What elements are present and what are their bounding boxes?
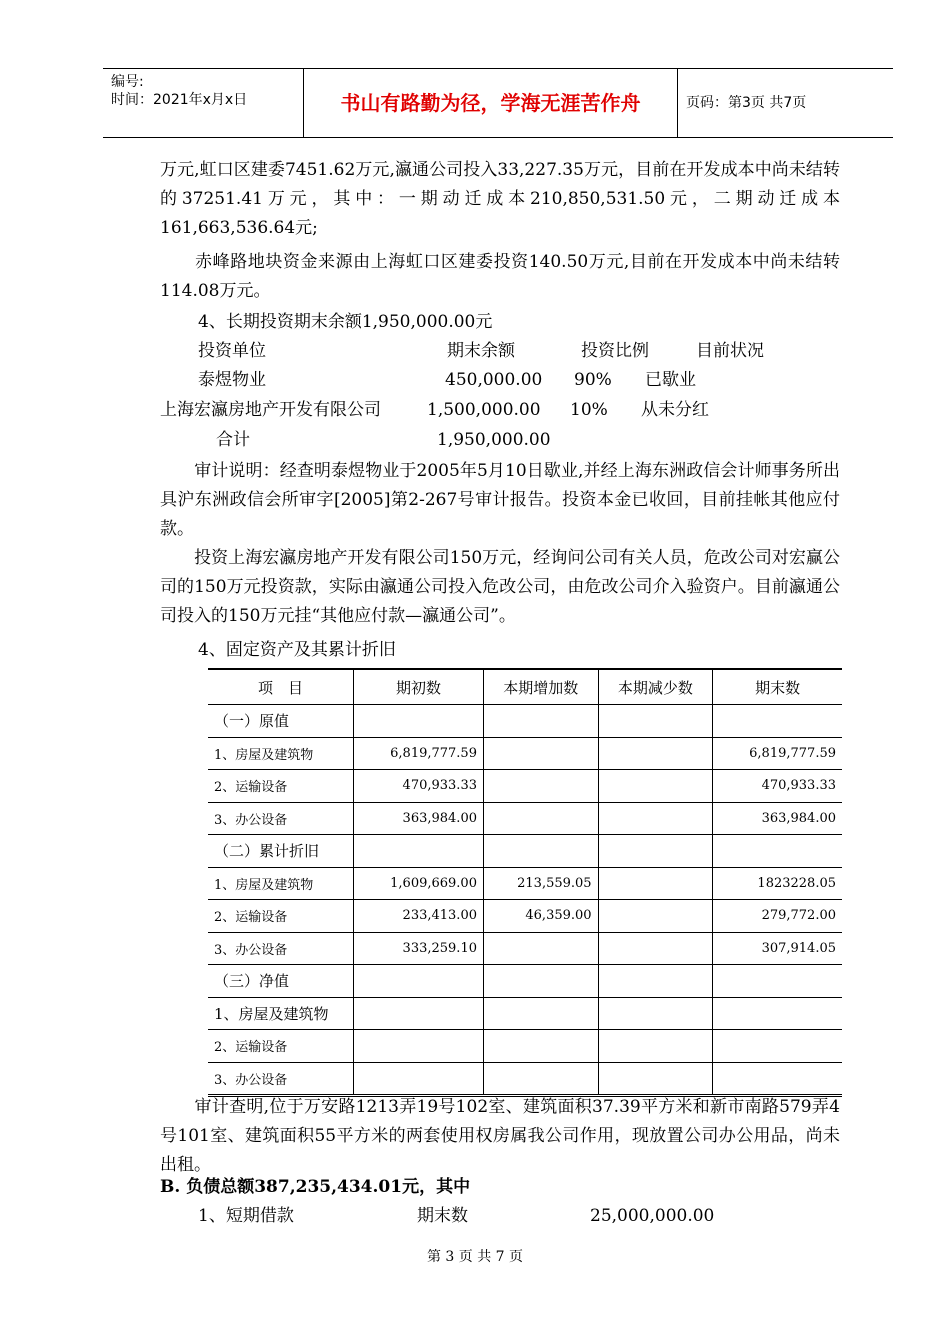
audit-fixed-assets-paragraph: 审计查明,位于万安路1213弄19号102室、建筑面积37.39平方米和新市南路579弄4号101室、建筑面积55平方米的两套使用权房属我公司作用，现放置公司办公用品，尚未出租。 — [160, 1097, 840, 1175]
cell-increase — [483, 1030, 598, 1063]
fixed-assets-table — [208, 668, 842, 1097]
cell-closing: 1823228.05 — [713, 867, 842, 900]
cell-closing — [713, 835, 842, 868]
page-footer: 第 3 页 共 7 页 — [426, 1249, 524, 1265]
table-header-row — [208, 669, 842, 705]
table-row — [208, 737, 842, 770]
paragraph-1: 万元,虹口区建委7451.62万元,瀛通公司投入33,227.35万元，目前在开发成本中尚未结转的37251.41万元，其中：一期动迁成本210,850,531.50元，二期动迁成本161,663,536.64元; — [160, 160, 840, 238]
cell-decrease — [598, 1030, 713, 1063]
row-label: （一）原值 — [208, 705, 354, 738]
table-row — [208, 770, 842, 803]
lt-invest-total-label: 合计 — [216, 430, 250, 450]
cell-decrease — [598, 932, 713, 965]
cell-opening — [354, 965, 484, 998]
row-label: 1、房屋及建筑物 — [208, 737, 354, 770]
lt-invest-row2-balance: 1,500,000.00 — [427, 400, 541, 420]
cell-closing — [713, 965, 842, 998]
cell-decrease — [598, 867, 713, 900]
audit-paragraph-1: 审计说明：经查明泰煜物业于2005年5月10日歇业,并经上海东洲政信会计师事务所出具沪东洲政信会所审字[2005]第2-267号审计报告。投资本金已收回，目前挂帐其他应付款。 — [160, 461, 840, 539]
cell-decrease — [598, 997, 713, 1030]
row-label: 3、办公设备 — [208, 1062, 354, 1096]
row-label: （二）累计折旧 — [208, 835, 354, 868]
lt-invest-header-ratio: 投资比例 — [581, 341, 649, 361]
cell-increase — [483, 932, 598, 965]
column-header: 项 目 — [208, 669, 354, 705]
cell-closing — [713, 1062, 842, 1096]
cell-increase — [483, 835, 598, 868]
table-row — [208, 932, 842, 965]
lt-invest-total-value: 1,950,000.00 — [437, 430, 551, 450]
cell-opening: 363,984.00 — [354, 802, 484, 835]
short-term-loan-item: 1、短期借款 — [198, 1206, 294, 1226]
lt-invest-heading: 4、长期投资期末余额1,950,000.00元 — [198, 312, 493, 332]
lt-invest-header-status: 目前状况 — [696, 341, 764, 361]
cell-increase — [483, 802, 598, 835]
header-page-label: 页码：第3页 共7页 — [686, 95, 807, 111]
short-term-loan-label: 期末数 — [417, 1206, 468, 1226]
cell-closing: 470,933.33 — [713, 770, 842, 803]
cell-closing — [713, 705, 842, 738]
cell-decrease — [598, 705, 713, 738]
cell-increase: 46,359.00 — [483, 900, 598, 933]
cell-closing: 307,914.05 — [713, 932, 842, 965]
header-motto: 书山有路勤为径，学海无涯苦作舟 — [303, 69, 678, 137]
cell-closing: 6,819,777.59 — [713, 737, 842, 770]
fixed-assets-heading: 4、固定资产及其累计折旧 — [198, 640, 396, 660]
row-label: 2、运输设备 — [208, 900, 354, 933]
table-row — [208, 867, 842, 900]
cell-closing: 279,772.00 — [713, 900, 842, 933]
page-header — [103, 68, 893, 138]
cell-closing: 363,984.00 — [713, 802, 842, 835]
paragraph-2: 赤峰路地块资金来源由上海虹口区建委投资140.50万元,目前在开发成本中尚未结转114.08万元。 — [160, 252, 840, 301]
cell-opening — [354, 705, 484, 738]
cell-closing — [713, 997, 842, 1030]
cell-decrease — [598, 802, 713, 835]
table-row — [208, 1030, 842, 1063]
row-label: 2、运输设备 — [208, 770, 354, 803]
cell-increase — [483, 965, 598, 998]
table-row — [208, 900, 842, 933]
cell-decrease — [598, 770, 713, 803]
cell-decrease — [598, 835, 713, 868]
cell-opening — [354, 1030, 484, 1063]
cell-opening — [354, 1062, 484, 1096]
cell-increase — [483, 737, 598, 770]
column-header: 本期减少数 — [598, 669, 713, 705]
table-row — [208, 835, 842, 868]
row-label: 1、房屋及建筑物 — [208, 867, 354, 900]
lt-invest-header-unit: 投资单位 — [198, 341, 266, 361]
number-label: 编号: — [111, 74, 144, 90]
cell-decrease — [598, 737, 713, 770]
cell-increase — [483, 770, 598, 803]
lt-invest-row2-ratio: 10% — [570, 400, 608, 420]
cell-increase — [483, 705, 598, 738]
cell-decrease — [598, 1062, 713, 1096]
cell-opening — [354, 997, 484, 1030]
table-row — [208, 997, 842, 1030]
column-header: 期末数 — [713, 669, 842, 705]
cell-closing — [713, 1030, 842, 1063]
lt-invest-row1-ratio: 90% — [574, 370, 612, 390]
cell-opening — [354, 835, 484, 868]
cell-decrease — [598, 900, 713, 933]
lt-invest-row1-balance: 450,000.00 — [445, 370, 543, 390]
row-label: 3、办公设备 — [208, 802, 354, 835]
table-row — [208, 802, 842, 835]
header-meta — [103, 69, 303, 141]
row-label: （三）净值 — [208, 965, 354, 998]
audit-paragraph-2: 投资上海宏瀛房地产开发有限公司150万元，经询问公司有关人员，危改公司对宏赢公司的150万元投资款，实际由瀛通公司投入危改公司，由危改公司介入验资户。目前瀛通公司投入的150万元挂“其他应付款—瀛通公司”。 — [160, 548, 840, 626]
row-label: 3、办公设备 — [208, 932, 354, 965]
row-label: 2、运输设备 — [208, 1030, 354, 1063]
column-header: 本期增加数 — [483, 669, 598, 705]
time-label: 时间：2021年x月x日 — [111, 92, 248, 108]
lt-invest-row1-status: 已歇业 — [645, 370, 696, 390]
cell-opening: 333,259.10 — [354, 932, 484, 965]
table-row — [208, 965, 842, 998]
cell-increase: 213,559.05 — [483, 867, 598, 900]
cell-opening: 470,933.33 — [354, 770, 484, 803]
cell-opening: 233,413.00 — [354, 900, 484, 933]
cell-decrease — [598, 965, 713, 998]
lt-invest-header-balance: 期末余额 — [447, 341, 515, 361]
cell-increase — [483, 1062, 598, 1096]
cell-increase — [483, 997, 598, 1030]
lt-invest-row1-unit: 泰煜物业 — [198, 370, 266, 390]
liabilities-heading: B. 负债总额387,235,434.01元，其中 — [160, 1177, 471, 1197]
lt-invest-row2-status: 从未分红 — [641, 400, 709, 420]
table-row — [208, 705, 842, 738]
lt-invest-row2-unit: 上海宏瀛房地产开发有限公司 — [160, 400, 381, 420]
cell-opening: 1,609,669.00 — [354, 867, 484, 900]
column-header: 期初数 — [354, 669, 484, 705]
short-term-loan-value: 25,000,000.00 — [590, 1206, 715, 1226]
table-row — [208, 1062, 842, 1096]
row-label: 1、房屋及建筑物 — [208, 997, 354, 1030]
cell-opening: 6,819,777.59 — [354, 737, 484, 770]
